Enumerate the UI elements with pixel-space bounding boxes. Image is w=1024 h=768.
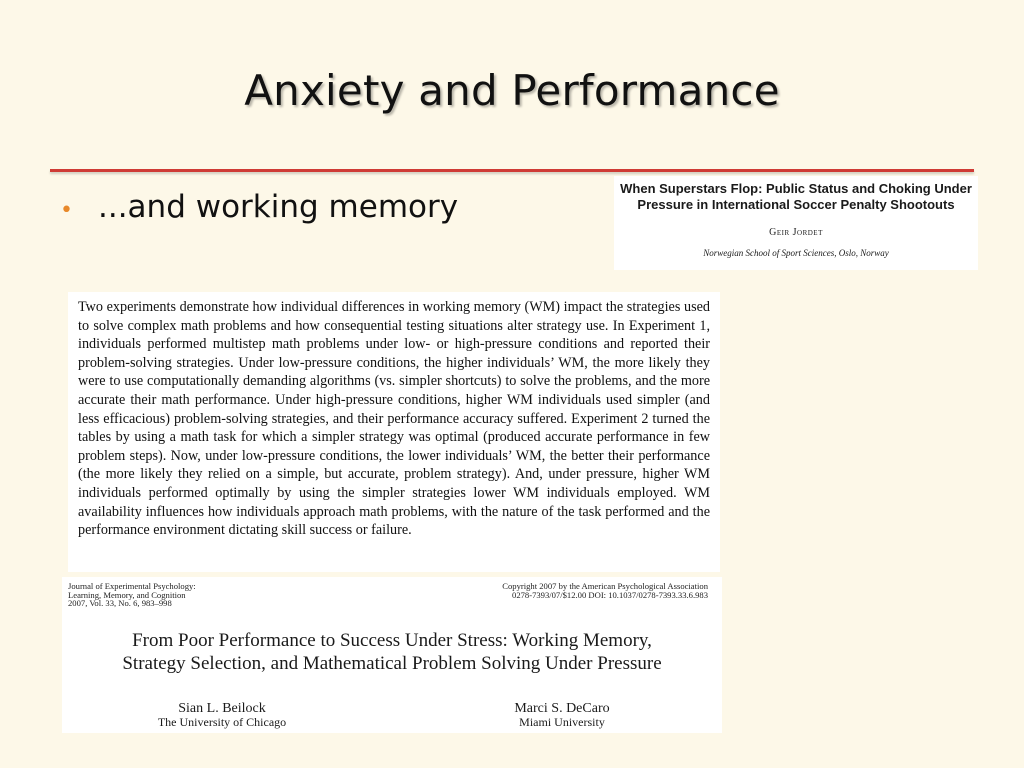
copyright-notice [502,582,708,599]
author-affiliation: The University of Chicago [157,715,287,729]
bullet-dot-icon: • [60,198,73,223]
soccer-paper-title-line2: Pressure in International Soccer Penalty Shootouts [637,197,955,212]
copyright-line2: 0278-7393/07/$12.00 DOI: 10.1037/0278-7393.33.6.983 [512,589,708,600]
journal-citation [68,582,196,608]
title-divider [50,169,974,172]
author-affiliation: Miami University [519,715,605,729]
slide-title: Anxiety and Performance [244,66,780,115]
paper-title-line2: Strategy Selection, and Mathematical Problem Solving Under Pressure [122,653,662,674]
abstract-text: Two experiments demonstrate how individual differences in working memory (WM) impact the strategies used to solve complex math problems and how consequential testing situations alter strategy use. In Experiment 1, individuals performed multistep math problems under low- or high-pressure conditions and reported their problem-solving strategies. Under low-pressure conditions, the higher individuals’ WM, the more likely they were to use computationally demanding algorithms (vs. simpler shortcuts) to solve the problems, and the more accurate their math performance. Under high-pressure conditions, higher WM individuals used simpler (and less efficacious) problem-solving strategies, and their performance accuracy suffered. Experiment 2 turned the tables by using a math task for which a simpler strategy was optimal (produced accurate performance in few problem steps). Now, under low-pressure conditions, the lower individuals’ WM, the better their performance (the more likely they relied on a simple, but accurate, problem strategy). And, under pressure, higher WM individuals performed optimally by using the simpler strategies lower WM individuals employed. WM availability influences how individuals approach math problems, with the nature of the task performed and the performance environment dictating skill success or failure. [78,299,710,539]
soccer-paper-affiliation: Norwegian School of Sport Sciences, Oslo, Norway [703,248,889,258]
author-name: Marci S. DeCaro [514,701,610,716]
journal-name-line1: Journal of Experimental Psychology: [68,581,196,591]
author-decaro [482,701,642,729]
soccer-paper-author: Geir Jordet [769,227,823,238]
paper-title [62,629,722,675]
bullet-item [60,189,458,225]
journal-volume: 2007, Vol. 33, No. 6, 983–998 [68,598,172,609]
abstract-excerpt [68,292,720,572]
paper-title-line1: From Poor Performance to Success Under Stress: Working Memory, [132,630,652,651]
author-beilock [152,701,292,729]
author-name: Sian L. Beilock [178,701,266,716]
journal-name-line2: Learning, Memory, and Cognition [68,589,186,600]
soccer-paper-header [614,176,978,270]
copyright-line1: Copyright 2007 by the American Psychological Association [502,581,708,591]
bullet-text: ...and working memory [98,189,459,225]
soccer-paper-title-line1: When Superstars Flop: Public Status and Choking Under [620,181,972,196]
journal-paper-header [62,577,722,733]
